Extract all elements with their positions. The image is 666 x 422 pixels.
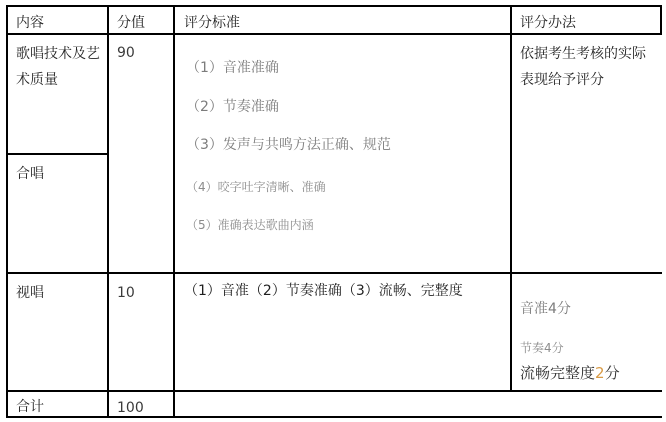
- cell-row3-total-label: 合计: [16, 399, 44, 415]
- row1-bottom-border: [6, 272, 662, 274]
- content-cell-divider: [6, 153, 109, 155]
- method-subscore-fluency: [520, 360, 620, 386]
- fluency-score-number: 2: [595, 364, 605, 382]
- method-subscore-rhythm: 节奏4分: [520, 341, 564, 355]
- cell-row1-content-top: 歌唱技术及艺术质量: [16, 46, 100, 88]
- column-divider-content-score: [107, 5, 109, 418]
- header-score: 分值: [117, 15, 145, 31]
- criteria-item-3: （3）发声与共鸣方法正确、规范: [186, 137, 391, 153]
- criteria-item-4: （4）咬字吐字清晰、准确: [186, 180, 326, 194]
- table-top-border: [6, 5, 662, 7]
- row2-bottom-border: [6, 390, 662, 392]
- cell-row2-content: 视唱: [16, 285, 44, 301]
- column-divider-score-criteria: [173, 5, 175, 418]
- table-right-border: [660, 5, 662, 35]
- header-method: 评分办法: [520, 15, 576, 31]
- column-divider-criteria-method: [510, 5, 512, 392]
- cell-row1-method: 依据考生考核的实际表现给予评分: [520, 46, 646, 88]
- cell-row2-score: 10: [117, 285, 135, 301]
- cell-row1-content-bottom: 合唱: [16, 166, 44, 182]
- criteria-item-5: （5）准确表达歌曲内涵: [186, 218, 314, 232]
- table-bottom-border: [6, 416, 662, 418]
- method-subscore-pitch: 音准4分: [520, 301, 571, 317]
- header-content: 内容: [16, 15, 44, 31]
- cell-row1-score: 90: [117, 45, 135, 61]
- criteria-item-1: （1）音准准确: [186, 60, 279, 76]
- fluency-label: 流畅完整度: [520, 364, 596, 382]
- cell-row3-total-score: 100: [117, 400, 144, 416]
- fluency-score-unit: 分: [604, 364, 620, 382]
- header-criteria: 评分标准: [184, 15, 240, 31]
- criteria-item-2: （2）节奏准确: [186, 99, 279, 115]
- cell-row2-criteria: （1）音准（2）节奏准确（3）流畅、完整度: [184, 283, 463, 299]
- table-left-border: [6, 5, 8, 418]
